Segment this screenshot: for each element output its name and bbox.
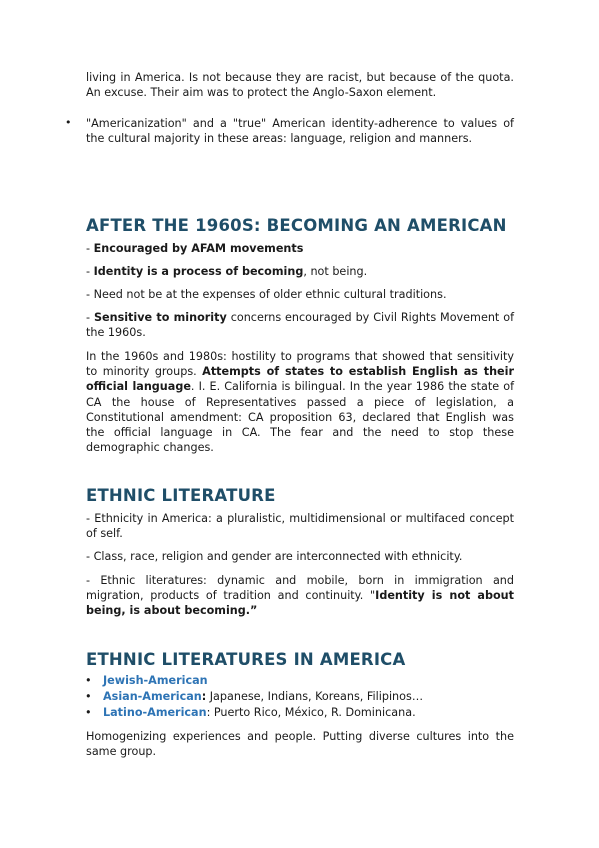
plain-text: concerns encouraged by Civil Rights Movement of the 1960s. [86,311,515,340]
list-item-rest: : Puerto Rico, México, R. Dominicana. [206,706,416,719]
colon: : [201,690,207,703]
bold-text: Sensitive to minority [93,311,227,324]
list-item-label: Latino-American [103,706,207,719]
section-heading-after-1960s: AFTER THE 1960S: BECOMING AN AMERICAN [86,216,507,235]
closing-paragraph: Homogenizing experiences and people. Putting diverse cultures into the same group. [86,730,514,759]
plain-text: In the 1960s and 1980s: hostility to programs that showed that sensitivity to minority groups. [86,350,514,379]
section-heading-ethnic-literatures-in-america: ETHNIC LITERATURES IN AMERICA [86,650,406,669]
section2-line2: - Class, race, religion and gender are interconnected with ethnicity. [86,550,463,563]
bullet-glyph: • [85,706,92,719]
section1-line3: - Need not be at the expenses of older ethnic cultural traditions. [86,288,447,301]
list-item [85,705,423,721]
section1-line1 [86,241,514,256]
list-item [85,689,424,705]
section2-line3 [86,573,514,619]
bold-text: Attempts of states to establish English as their official language [86,365,514,394]
section1-line4 [86,310,514,340]
section1-paragraph [86,349,514,455]
bullet-glyph: • [65,116,72,129]
americanization-bullet-text: "Americanization" and a "true" American identity-adherence to values of the cultural majority in these areas: language, religion and manners. [86,117,514,146]
section1-line2 [86,264,514,279]
bold-quote: Identity is not about being, is about becoming.” [86,589,514,618]
list-item-label: Jewish-American [103,674,208,687]
section-heading-ethnic-literature: ETHNIC LITERATURE [86,486,276,505]
plain-text: , not being. [303,265,368,278]
plain-text: - Ethnic literatures: dynamic and mobile, born in immigration and migration, products of tradition and continuity. " [86,574,514,603]
bullet-glyph: • [85,674,92,687]
bullet-glyph: • [85,690,92,703]
dash: - [86,311,94,324]
bold-text: Identity is a process of becoming [93,265,304,278]
section2-line1: - Ethnicity in America: a pluralistic, multidimensional or multifaced concept of self. [86,512,514,541]
plain-text: . I. E. California is bilingual. In the year 1986 the state of CA the house of Representatives passed a piece of legislation, a Constitutional amendment: CA proposition 63, declared that English was the official language in CA. The fear and the need to stop these demographic changes. [86,380,515,455]
list-item-rest: Japanese, Indians, Koreans, Filipinos… [206,690,424,703]
ethnic-literatures-list [85,673,424,721]
bold-text: Encouraged by AFAM movements [93,242,304,255]
intro-paragraph: living in America. Is not because they are racist, but because of the quota. An excuse. Their aim was to protect the Anglo-Saxon element. [86,71,514,100]
dash: - [86,242,94,255]
list-item [85,673,423,689]
list-item-label: Asian-American [103,690,202,703]
dash: - [86,265,94,278]
